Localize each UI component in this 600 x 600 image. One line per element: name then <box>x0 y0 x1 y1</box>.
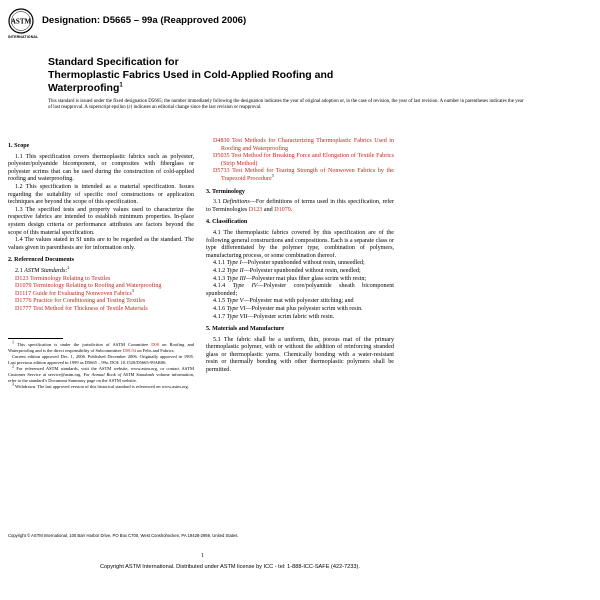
title-line-3: Waterproofing <box>48 82 120 94</box>
terminology-heading: 3. Terminology <box>206 188 245 195</box>
astm-seal-icon <box>8 8 34 34</box>
footnote-divider <box>8 338 63 339</box>
reference-item: D1079 Terminology Relating to Roofing and Waterproofing <box>15 283 162 290</box>
left-column <box>8 138 194 314</box>
copyright-line: Copyright © ASTM International, 100 Barr Harbor Drive, PO Box C700, West Conshohocken, PA 19428-2959, United States. <box>8 533 239 538</box>
classification-type: 4.1.7 Type VII—Polyester scrim fabric with resin. <box>213 313 335 320</box>
footnote-3: $^3$ Withdrawn. The last approved version of this historical standard is referenced on www.astm.org. <box>12 381 189 390</box>
reference-link[interactable]: D5035 <box>213 153 230 160</box>
logo-text: INTERNATIONAL <box>8 35 39 39</box>
classification-type: 4.1.6 Type VI—Polyester mat plus polyester scrim with resin. <box>213 305 363 312</box>
title-line-1: Standard Specification for <box>48 56 179 68</box>
terminology-link[interactable]: D123 <box>248 206 263 213</box>
scope-heading: 1. Scope <box>8 143 30 149</box>
license-line: Copyright ASTM International. Distributed under ASTM license by ICC - tel: 1-888-ICC-SAFE (422-7233). <box>100 564 360 570</box>
astm-standards-label: 2.1 ASTM Standards:$^2$ <box>15 264 70 274</box>
footnote-current-edition: Current edition approved Dec. 1, 2006. Published December 2006. Originally approved in 1995. Last previous edition approved in 1999 as D5665 – 99a. DOI: 10.1520/D5665-99AR06. <box>8 354 194 365</box>
classification-type: 4.1.5 Type V—Polyester mat with polyester stitching; and <box>213 298 354 305</box>
title-line-2: Thermoplastic Fabrics Used in Cold-Applied Roofing and <box>48 69 334 81</box>
reference-link[interactable]: D1117 <box>15 290 32 297</box>
referenced-heading: 2. Referenced Documents <box>8 257 75 264</box>
reference-list-left <box>8 276 194 314</box>
reference-item: D5733 Test Method for Tearing Strength of Nonwoven Fabrics by the Trapezoid Procedure$^3$ <box>213 168 394 182</box>
classification-type: 4.1.4 Type IV—Polyester core/polyamide sheath bicomponent spunbonded; <box>206 283 395 297</box>
subcommittee-link[interactable]: D08.04 <box>122 347 136 353</box>
classification-type: 4.1.2 Type II—Polyester spunbonded without resin, needled; <box>213 267 361 274</box>
right-column <box>206 138 394 375</box>
reference-link[interactable]: D123 <box>15 275 29 282</box>
reference-link[interactable]: D1776 <box>15 298 32 305</box>
standard-title <box>48 56 518 95</box>
footnote-1: $^1$ This specification is under the jurisdiction of ASTM Committee D08 on Roofing and Waterproofing and is the direct responsibility of Subcommittee D08.04 on Felts and Fabrics. <box>8 339 194 353</box>
footnote-2: $^2$ For referenced ASTM standards, visit the ASTM website, www.astm.org, or contact ASTM Customer Service at service@astm.org. For Annual Book of ASTM Standards volume information, refer to the standard’s Document Summary page on the ASTM website. <box>8 363 194 383</box>
svg-text:ASTM: ASTM <box>10 17 32 26</box>
scope-1-1: 1.1 This specification covers thermoplastic fabrics such as polyester, polyester/polyamide bicomponent, or composites with fiberglass or polyester scrims that can be used during the construction of cold-applied roofing and waterproofing. <box>8 153 194 183</box>
reference-item: D1117 Guide for Evaluating Nonwoven Fabrics$^3$ <box>15 287 134 297</box>
reference-link[interactable]: D4830 <box>213 138 230 144</box>
terminology-link[interactable]: D1079 <box>274 206 291 213</box>
reference-item: D4830 Test Methods for Characterizing Thermoplastic Fabrics Used in Roofing and Waterproofing <box>213 138 394 152</box>
issuance-note: This standard is issued under the fixed designation D5665; the number immediately following the designation indicates the year of original adoption or, in the case of revision, the year of last revision. A number in parentheses indicates the year of last reapproval. A superscript epsilon (ε) indicates an editorial change since the last revision or reapproval. <box>48 99 524 111</box>
footnotes <box>8 339 194 391</box>
classification-type: 4.1.3 Type III—Polyester mat plus fiber glass scrim with resin; <box>213 275 367 282</box>
scope-1-4: 1.4 The values stated in SI units are to be regarded as the standard. The values given in parenthesis are for information only. <box>8 237 194 251</box>
page-number: 1 <box>201 553 204 559</box>
classification-4-1: 4.1 The thermoplastic fabrics covered by this specification are of the following general constructions and compositions. Each is a separate class or type differentiated by the polymer type, combination of polymers, manufacturing process, or some combination thereof. <box>206 229 395 259</box>
title-footnote-mark: 1 <box>119 82 123 89</box>
reference-item: D123 Terminology Relating to Textiles <box>15 275 111 282</box>
reference-link[interactable]: D1777 <box>15 305 32 312</box>
scope-1-3: 1.3 The specified tests and property values used to characterize the respective fabrics are intended to establish minimum properties. In-place system design criteria or performance attributes are factors beyond the scope of this material specification. <box>8 206 194 236</box>
reference-link[interactable]: D5733 <box>213 168 230 175</box>
reference-list-right <box>206 138 394 184</box>
materials-5-1: 5.1 The fabric shall be a uniform, thin, porous mat of the primary thermoplastic polymer, with or without the addition of reinforcing stranded glass or thermoplastic yarns. Chemically bonding with a water-resistant resin or thermally bonding with other thermoplastic polymers shall be permitted. <box>206 336 394 374</box>
classification-type: 4.1.1 Type I—Polyester spunbonded without resin, unneedled; <box>213 260 365 267</box>
committee-link[interactable]: D08 <box>151 342 159 347</box>
astm-logo <box>8 8 39 42</box>
reference-item: D5035 Test Method for Breaking Force and Elongation of Textile Fabrics (Strip Method) <box>213 153 395 167</box>
designation: Designation: D5665 – 99a (Reapproved 2006) <box>42 15 247 26</box>
reference-item: D1776 Practice for Conditioning and Testing Textiles <box>15 298 146 305</box>
reference-link[interactable]: D1079 <box>15 283 32 290</box>
scope-1-2: 1.2 This specification is intended as a material specification. Issues regarding the suitability of specific roof constructions or application techniques are beyond the scope of this specification. <box>8 183 194 206</box>
reference-item: D1777 Test Method for Thickness of Textile Materials <box>15 305 148 312</box>
materials-heading: 5. Materials and Manufacture <box>206 326 285 333</box>
classification-heading: 4. Classification <box>206 219 248 226</box>
terminology-3-1: 3.1 Definitions—For definitions of terms used in this specification, refer to Terminologies D123 and D1079. <box>206 199 394 213</box>
